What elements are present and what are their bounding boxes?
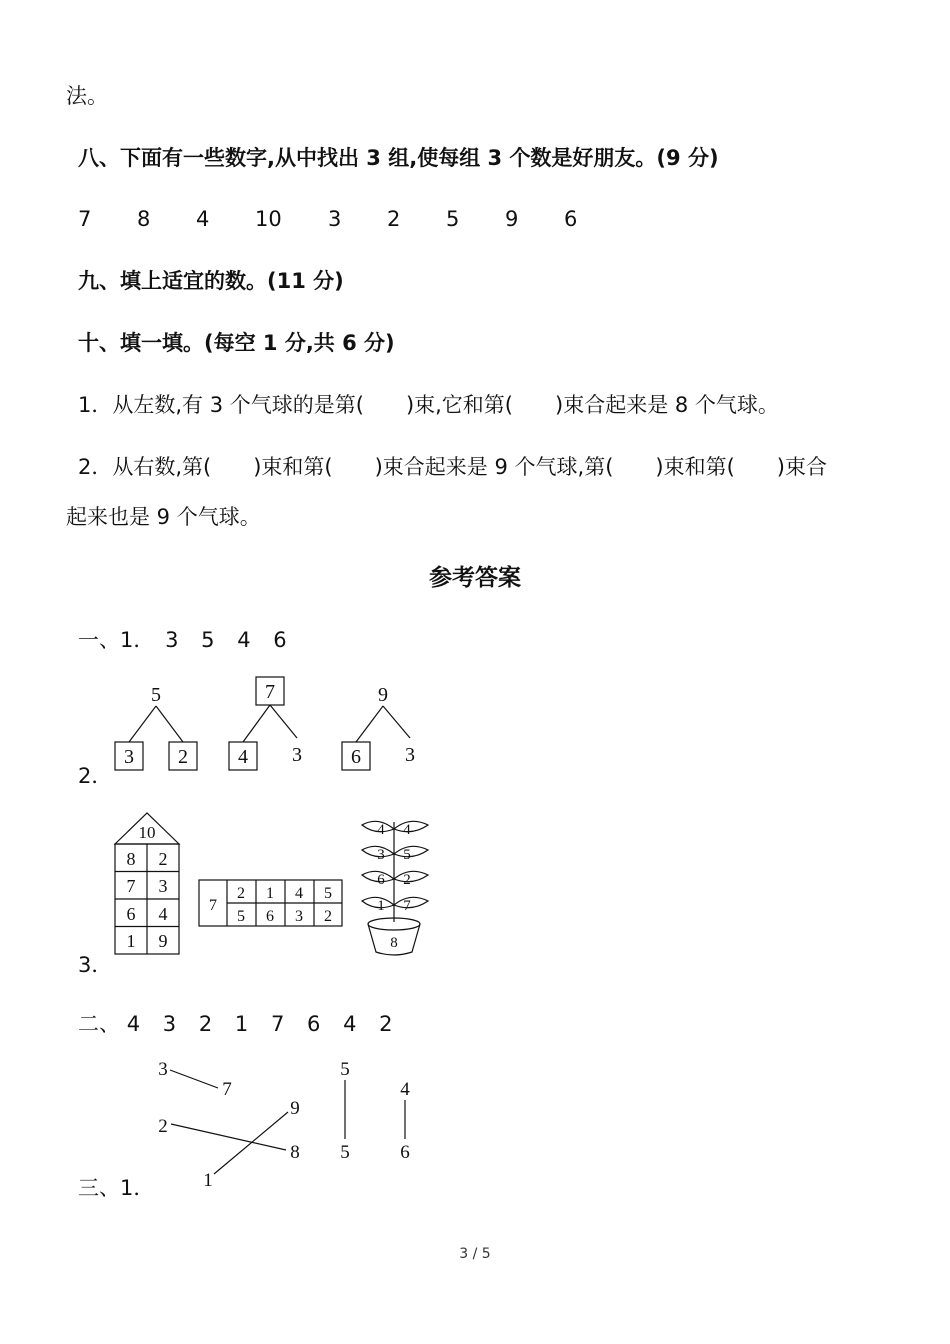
leaf-icon: [394, 897, 428, 907]
match-right: 8: [290, 1142, 300, 1163]
leaf-number: 5: [403, 847, 411, 863]
tree-branch: [270, 705, 297, 738]
continuation-text: 法。: [66, 84, 108, 108]
answer-value: 2: [379, 1012, 393, 1036]
house-cell: 1: [126, 931, 136, 951]
leaf-icon: [394, 871, 428, 881]
tree-1-left: 3: [124, 746, 134, 768]
answer-value: 4: [237, 628, 251, 652]
match-line: [214, 1112, 288, 1174]
tree-2-left: 4: [238, 746, 248, 768]
house-roof-number: 10: [138, 823, 156, 842]
house-cell: 2: [158, 849, 168, 869]
leaf-icon: [394, 846, 428, 856]
match-col-4: 6: [400, 1142, 410, 1163]
q8-number: 7: [78, 207, 92, 231]
q10-item-2-line-1: 2．从右数,第( )束和第( )束合起来是 9 个气球,第( )束和第( )束合: [78, 455, 827, 479]
answer-value: 1: [234, 1012, 249, 1036]
answer-value: 4: [126, 1012, 141, 1036]
q8-number: 2: [387, 207, 401, 231]
q8-number-list: [0, 209, 950, 233]
answer-value: 2: [198, 1012, 213, 1036]
q8-number: 9: [505, 207, 519, 231]
leaf-number: 4: [377, 822, 385, 838]
tree-branch: [156, 706, 183, 742]
tree-branch: [129, 706, 156, 742]
match-left: 3: [158, 1059, 168, 1080]
leaf-number: 3: [377, 847, 385, 863]
house-cell: 6: [126, 904, 136, 924]
house-cell: 4: [158, 904, 168, 924]
leaf-icon: [394, 821, 428, 831]
q9-title: 九、填上适宜的数。(11 分): [78, 269, 344, 293]
match-left: 1: [203, 1170, 213, 1191]
house-cell: 8: [126, 849, 136, 869]
house-cell: 7: [126, 876, 136, 896]
tree-1-right: 2: [178, 746, 188, 768]
q8-number: 6: [564, 207, 578, 231]
split-table-cell: 5: [237, 908, 245, 925]
leaf-number: 7: [403, 898, 411, 914]
split-table-cell: 2: [237, 885, 245, 902]
house-cell: 9: [158, 931, 168, 951]
answer-value: 6: [273, 628, 287, 652]
q8-title: 八、下面有一些数字,从中找出 3 组,使每组 3 个数是好朋友。(9 分): [78, 146, 719, 170]
answer-value: 3: [162, 1012, 177, 1036]
tree-branch: [356, 706, 383, 742]
leaf-number: 4: [403, 822, 411, 838]
q10-item-1: 1．从左数,有 3 个气球的是第( )束,它和第( )束合起来是 8 个气球。: [78, 393, 779, 417]
answer-value: 4: [343, 1012, 357, 1036]
split-table-cell: 1: [266, 885, 274, 902]
q8-number: 8: [137, 207, 151, 231]
tree-2-right: 3: [292, 744, 302, 766]
q8-number: 10: [255, 207, 282, 231]
answer-value: 3: [165, 628, 179, 652]
pot-number: 8: [390, 935, 398, 951]
answer-1-2-label: 2．: [78, 764, 113, 788]
answer-3-label: 三、1．: [78, 1176, 155, 1200]
leaf-number: 1: [377, 898, 385, 914]
answer-1-1: [78, 630, 299, 651]
match-col-4: 4: [400, 1079, 410, 1100]
split-table-cell: 4: [295, 885, 303, 902]
q10-item-2-line-2: 起来也是 9 个气球。: [66, 505, 261, 529]
answers-title: 参考答案: [429, 565, 521, 591]
split-table-cell: 6: [266, 908, 274, 925]
tree-2-top: 7: [265, 681, 275, 703]
number-trees-diagram: [0, 670, 950, 780]
tree-1-top: 5: [151, 684, 161, 706]
split-table-total: 7: [209, 897, 217, 914]
page-number: 3 / 5: [459, 1246, 491, 1262]
tree-3-left: 6: [351, 746, 361, 768]
match-right: 7: [222, 1079, 232, 1100]
q8-number: 3: [328, 207, 342, 231]
match-col-3: 5: [340, 1059, 350, 1080]
answer-value: 7: [270, 1012, 285, 1036]
number-plant: [362, 821, 428, 955]
split-table-cell: 3: [295, 908, 303, 925]
number-house: [115, 813, 179, 954]
answer-2: [78, 1014, 405, 1035]
tree-3-top: 9: [378, 684, 388, 706]
match-right: 9: [290, 1098, 300, 1119]
answer-1-1-label: 一、1．: [78, 628, 155, 652]
tree-3-right: 3: [405, 744, 415, 766]
q8-number: 4: [196, 207, 210, 231]
q8-number: 5: [446, 207, 460, 231]
split-table-cell: 5: [324, 885, 332, 902]
split-table-cell: 2: [324, 908, 332, 925]
answer-value: 6: [307, 1012, 321, 1036]
number-split-diagrams: [0, 810, 950, 960]
tree-branch: [243, 705, 270, 742]
match-left: 2: [158, 1116, 168, 1137]
answer-value: 5: [201, 628, 215, 652]
tree-branch: [383, 706, 410, 738]
q10-title: 十、填一填。(每空 1 分,共 6 分): [78, 331, 395, 355]
split-table: [199, 880, 342, 926]
answer-1-3-label: 3．: [78, 953, 113, 977]
match-line: [170, 1070, 218, 1088]
leaf-number: 6: [377, 872, 385, 888]
match-col-3: 5: [340, 1142, 350, 1163]
answer-2-label: 二、: [78, 1012, 120, 1036]
leaf-number: 2: [403, 872, 411, 888]
house-cell: 3: [158, 876, 168, 896]
